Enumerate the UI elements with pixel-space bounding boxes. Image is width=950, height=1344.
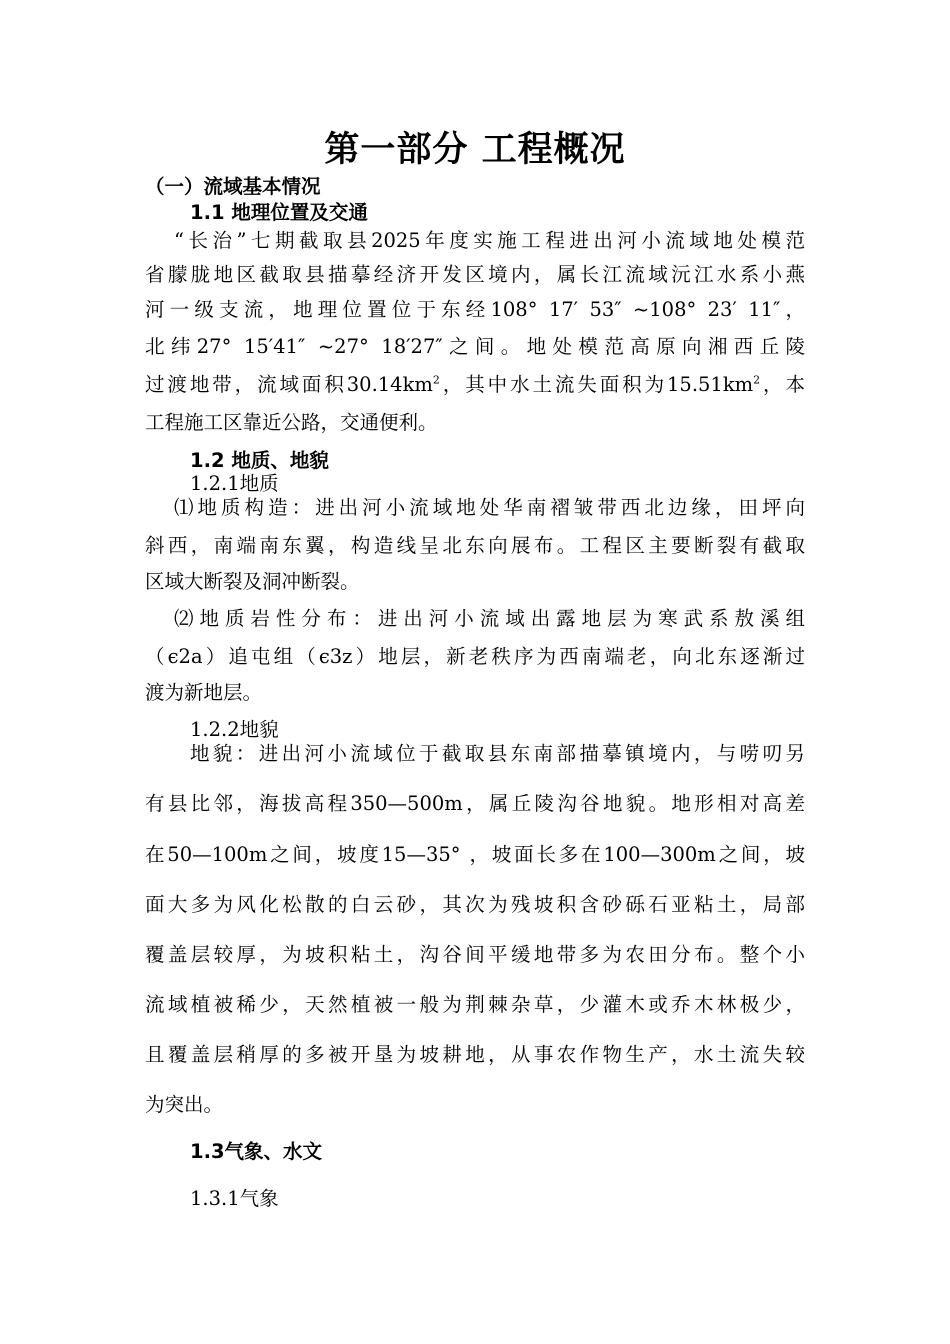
page-title: 第一部分 工程概况 (324, 130, 626, 170)
paragraph-line: 区域大断裂及洞冲断裂。 (145, 570, 360, 593)
paragraph-line-area (145, 371, 805, 399)
paragraph-line: 北纬27° 15′41″ ~27° 18′27″之间。地处模范高原向湘西丘陵 (145, 335, 805, 358)
subsection-heading-1-3: 1.3气象、水文 (190, 1140, 323, 1163)
paragraph-line: ⑵地质岩性分布：进出河小流域出露地层为寒武系敖溪组 (174, 607, 805, 630)
subsection-heading-1-2: 1.2 地质、地貌 (190, 449, 329, 472)
subsection-heading-1-2-2: 1.2.2地貌 (190, 718, 279, 741)
subsection-heading-1-2-1: 1.2.1地质 (190, 472, 279, 495)
paragraph-line: 省朦胧地区截取县描摹经济开发区境内，属长江流域沅江水系小燕 (145, 263, 805, 286)
paragraph-line: 工程施工区靠近公路，交通便利。 (145, 411, 438, 434)
paragraph-line: 在50—100m之间，坡度15—35° ，坡面长多在100—300m之间，坡 (145, 843, 805, 866)
area-text-c: ，本 (760, 373, 805, 396)
paragraph-line: 斜西，南端南东翼，构造线呈北东向展布。工程区主要断裂有截取 (145, 534, 805, 557)
subsection-heading-1-1: 1.1 地理位置及交通 (190, 201, 368, 224)
paragraph-line: “长治”七期截取县2025年度实施工程进出河小流域地处模范 (174, 229, 805, 252)
paragraph-line: 地貌：进出河小流域位于截取县东南部描摹镇境内，与唠叨另 (190, 742, 805, 765)
section-heading: （一）流域基本情况 (145, 175, 321, 198)
paragraph-line: （є2a）追屯组（є3z）地层，新老秩序为西南端老，向北东逐渐过 (145, 645, 805, 668)
paragraph-line: ⑴地质构造：进出河小流域地处华南褶皱带西北边缘，田坪向 (174, 496, 805, 519)
superscript-2: 2 (753, 373, 761, 387)
paragraph-line: 覆盖层较厚，为坡积粘土，沟谷间平缓地带多为农田分布。整个小 (145, 943, 805, 966)
area-text-b: ，其中水土流失面积为15.51km (439, 373, 754, 396)
paragraph-line: 渡为新地层。 (145, 681, 263, 704)
paragraph-line: 有县比邻，海拔高程350—500m，属丘陵沟谷地貌。地形相对高差 (145, 792, 805, 815)
paragraph-line: 且覆盖层稍厚的多被开垦为坡耕地，从事农作物生产，水土流失较 (145, 1043, 805, 1066)
area-text-a: 过渡地带，流域面积30.14km (145, 373, 433, 396)
paragraph-line: 面大多为风化松散的白云砂，其次为残坡积含砂砾石亚粘土，局部 (145, 893, 805, 916)
superscript-2: 2 (432, 373, 440, 387)
paragraph-line: 为突出。 (145, 1093, 224, 1116)
subsection-heading-1-3-1: 1.3.1气象 (190, 1187, 279, 1210)
paragraph-line: 流域植被稀少，天然植被一般为荆棘杂草，少灌木或乔木林极少， (145, 993, 805, 1016)
paragraph-line: 河一级支流，地理位置位于东经108° 17′ 53″ ~108° 23′ 11″， (145, 298, 805, 321)
